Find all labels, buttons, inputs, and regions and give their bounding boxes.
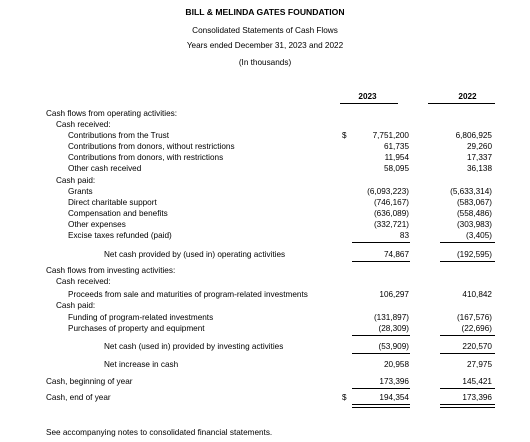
row-label: Cash received: — [56, 277, 111, 286]
subtotal-rule-2023 — [352, 388, 410, 389]
value-2023: (53,909) — [378, 342, 409, 351]
table-row — [0, 176, 530, 187]
row-label: Other expenses — [68, 220, 126, 229]
value-2023: 173,396 — [379, 377, 409, 386]
subtotal-rule-2023 — [352, 242, 410, 243]
value-2023: (332,721) — [373, 220, 409, 229]
table-row — [0, 393, 530, 404]
total-rule-2023 — [352, 261, 410, 262]
value-2023: 106,297 — [379, 290, 409, 299]
organization-name: BILL & MELINDA GATES FOUNDATION — [185, 7, 345, 17]
row-label: Compensation and benefits — [68, 209, 168, 218]
value-2022: (303,983) — [456, 220, 492, 229]
value-2022: (167,576) — [456, 313, 492, 322]
table-row — [0, 198, 530, 209]
value-2022: 410,842 — [462, 290, 492, 299]
value-2023: 58,095 — [383, 164, 409, 173]
value-2022: 145,421 — [462, 377, 492, 386]
statement-period: Years ended December 31, 2023 and 2022 — [186, 41, 344, 50]
table-row — [0, 301, 530, 312]
row-label: Net increase in cash — [104, 360, 179, 369]
statement-title: Consolidated Statements of Cash Flows — [192, 26, 338, 35]
footnote: See accompanying notes to consolidated financial statements. — [46, 428, 273, 437]
value-2023: 74,867 — [383, 250, 409, 259]
value-2023: (6,093,223) — [367, 187, 409, 196]
row-label: Contributions from donors, with restrictions — [68, 153, 224, 162]
value-2023: 194,354 — [379, 393, 409, 402]
table-row — [0, 120, 530, 131]
row-label: Cash received: — [56, 120, 111, 129]
table-row — [0, 109, 530, 120]
row-label: Cash flows from investing activities: — [46, 266, 176, 275]
subtotal-rule-2022 — [440, 242, 495, 243]
table-row — [0, 164, 530, 175]
table-row — [0, 290, 530, 301]
column-header-2022: 2022 — [458, 92, 477, 101]
statement-units: (In thousands) — [238, 58, 292, 67]
table-row — [0, 153, 530, 164]
total-rule-2023 — [352, 353, 410, 354]
table-row — [0, 313, 530, 324]
row-label: Purchases of property and equipment — [68, 324, 205, 333]
row-label: Proceeds from sale and maturities of program-related investments — [68, 290, 308, 299]
value-2022: (192,595) — [456, 250, 492, 259]
column-header-2023: 2023 — [358, 92, 377, 101]
row-label: Contributions from the Trust — [68, 131, 170, 140]
value-2023: 11,954 — [384, 153, 409, 162]
row-label: Cash, beginning of year — [46, 377, 133, 386]
grand-total-rule-2023 — [352, 404, 410, 408]
dollar-sign: $ — [342, 393, 347, 402]
row-label: Contributions from donors, without restrictions — [68, 142, 235, 151]
column-rule-2023 — [340, 103, 398, 104]
value-2023: 83 — [399, 231, 409, 240]
row-label: Funding of program-related investments — [68, 313, 214, 322]
row-label: Direct charitable support — [68, 198, 157, 207]
table-row — [0, 277, 530, 288]
row-label: Cash paid: — [56, 301, 96, 310]
dollar-sign: $ — [342, 131, 347, 140]
total-rule-2022 — [440, 353, 495, 354]
column-rule-2022 — [428, 103, 495, 104]
grand-total-rule-2022 — [440, 404, 495, 408]
value-2023: 20,958 — [383, 360, 409, 369]
value-2023: (131,897) — [373, 313, 409, 322]
subtotal-rule-2022 — [440, 335, 495, 336]
table-row — [0, 220, 530, 231]
row-label: Cash, end of year — [46, 393, 111, 402]
table-row — [0, 142, 530, 153]
row-label: Excise taxes refunded (paid) — [68, 231, 172, 240]
value-2022: (22,696) — [461, 324, 492, 333]
value-2022: (5,633,314) — [450, 187, 492, 196]
value-2022: (583,067) — [456, 198, 492, 207]
value-2023: 7,751,200 — [372, 131, 409, 140]
table-row — [0, 131, 530, 142]
table-row — [0, 187, 530, 198]
value-2023: (28,309) — [378, 324, 409, 333]
table-row — [0, 324, 530, 335]
value-2023: (746,167) — [373, 198, 409, 207]
row-label: Other cash received — [68, 164, 142, 173]
table-row — [0, 360, 530, 371]
value-2023: (636,089) — [373, 209, 409, 218]
value-2022: (558,486) — [456, 209, 492, 218]
row-label: Net cash (used in) provided by investing activities — [104, 342, 284, 351]
table-row — [0, 250, 530, 261]
subtotal-rule-2023 — [352, 335, 410, 336]
table-row — [0, 377, 530, 388]
value-2022: 27,975 — [466, 360, 492, 369]
value-2022: 29,260 — [466, 142, 492, 151]
table-row — [0, 342, 530, 353]
row-label: Cash paid: — [56, 176, 96, 185]
row-label: Net cash provided by (used in) operating activities — [104, 250, 286, 259]
value-2022: 36,138 — [466, 164, 492, 173]
value-2022: 6,806,925 — [455, 131, 492, 140]
subtotal-rule-2022 — [440, 388, 495, 389]
table-row — [0, 266, 530, 277]
row-label: Grants — [68, 187, 93, 196]
table-row — [0, 209, 530, 220]
value-2022: 173,396 — [462, 393, 492, 402]
table-row — [0, 231, 530, 242]
row-label: Cash flows from operating activities: — [46, 109, 178, 118]
value-2022: 17,337 — [466, 153, 492, 162]
total-rule-2022 — [440, 261, 495, 262]
value-2022: 220,570 — [462, 342, 492, 351]
value-2023: 61,735 — [383, 142, 409, 151]
value-2022: (3,405) — [466, 231, 492, 240]
